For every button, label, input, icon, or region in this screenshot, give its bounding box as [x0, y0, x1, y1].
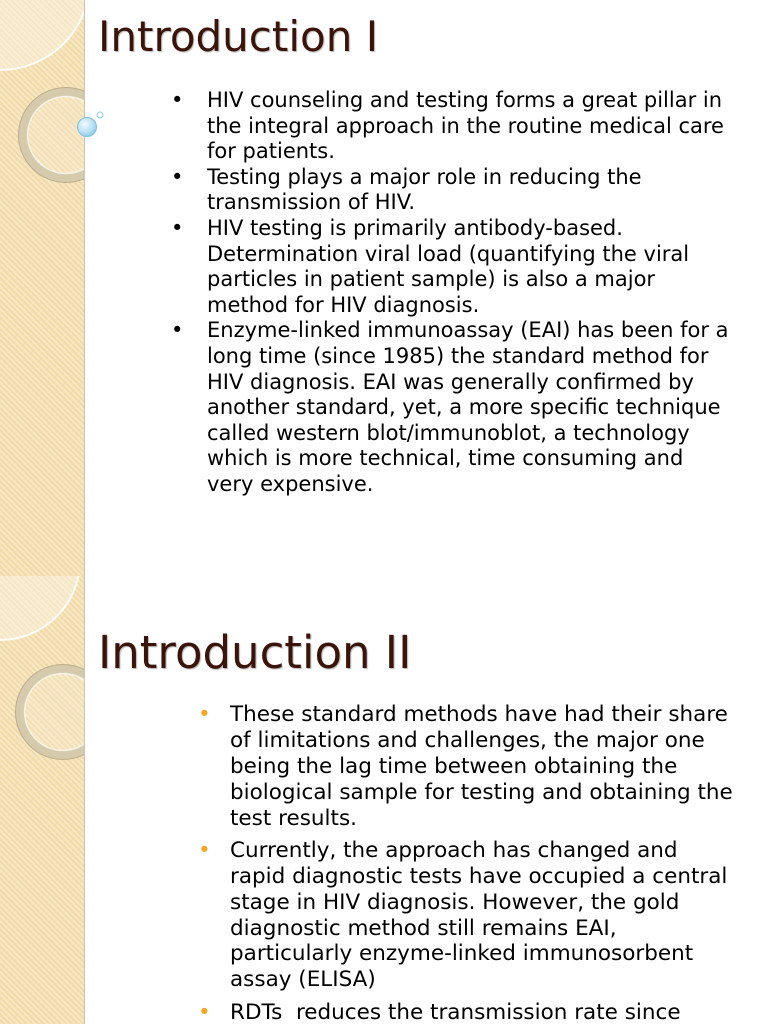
- bullet-list: [171, 88, 729, 498]
- bullet-text-line: HIV counseling and testing forms a great pillar in: [207, 88, 723, 112]
- bullet-dot-icon: •: [171, 88, 184, 112]
- bullet-text-line: test results.: [230, 805, 357, 831]
- bullet-text: [207, 318, 729, 497]
- slide-2: [0, 576, 768, 1024]
- bullet-text-line: Currently, the approach has changed and: [230, 837, 678, 863]
- slide-title: Introduction I: [98, 12, 379, 61]
- bullet-text-line: stage in HIV diagnosis. However, the gold: [230, 889, 680, 915]
- bullet-text-line: long time (since 1985) the standard method for: [207, 343, 709, 368]
- bullet-text-line: These standard methods have had their share: [230, 702, 728, 727]
- bullet-dot-icon: •: [198, 702, 211, 727]
- bullet-item: [171, 165, 693, 216]
- bullet-text-line: particularly enzyme-linked immunosorbent: [230, 941, 694, 967]
- bullet-text-line: for patients.: [207, 139, 335, 164]
- bullet-item: [171, 216, 693, 318]
- bullet-item: [198, 837, 728, 993]
- bullet-text: [230, 1000, 733, 1024]
- bullet-text-line: of limitations and challenges, the major one: [230, 727, 705, 753]
- ring-decoration: [19, 88, 114, 183]
- bullet-text-line: being the lag time between obtaining the: [230, 753, 678, 779]
- bullet-item: [198, 702, 733, 831]
- bullet-text: [230, 838, 733, 993]
- bullet-text-line: which is more technical, time consuming and: [207, 446, 684, 471]
- bullet-text-line: HIV diagnosis. EAI was generally confirmed by: [207, 369, 694, 394]
- slide-title: Introduction II: [98, 626, 412, 679]
- bullet-dot-icon: •: [198, 999, 211, 1024]
- bullet-dot-icon: •: [171, 318, 184, 343]
- bullet-text-line: transmission of HIV.: [207, 190, 416, 215]
- bullet-text-line: particles in patient sample) is also a major: [207, 267, 656, 292]
- bullet-list: [198, 702, 733, 1024]
- bullet-text: [230, 702, 733, 831]
- bullet-text-line: rapid diagnostic tests have occupied a central: [230, 863, 728, 889]
- bullet-text-line: biological sample for testing and obtaining the: [230, 779, 733, 805]
- bullet-text-line: very expensive.: [207, 471, 374, 496]
- bullet-dot-icon: •: [198, 837, 211, 863]
- bullet-text-line: Testing plays a major role in reducing the: [207, 164, 642, 189]
- bullet-text: [207, 216, 729, 318]
- bullet-dot-icon: •: [171, 215, 184, 240]
- bullet-text: [207, 88, 729, 165]
- corner-arc-decoration: [0, 576, 80, 640]
- bullet-text-line: the integral approach in the routine medical care: [207, 113, 724, 138]
- bullet-item: [171, 88, 724, 165]
- bullet-text-line: another standard, yet, a more specific technique: [207, 395, 721, 420]
- bullet-text-line: called western blot/immunoblot, a technology: [207, 420, 690, 445]
- bullet-text-line: diagnostic method still remains EAI,: [230, 915, 617, 941]
- bullet-text-line: HIV testing is primarily antibody-based.: [207, 215, 623, 240]
- bullet-item: [171, 318, 729, 497]
- bubble-decoration: [78, 118, 97, 137]
- bullet-dot-icon: •: [171, 164, 184, 189]
- small-bubble-decoration: [97, 112, 103, 118]
- ring-decoration: [16, 665, 111, 760]
- bullet-text-line: RDTs reduces the transmission rate since: [230, 999, 681, 1024]
- bullet-text-line: Enzyme-linked immunoassay (EAI) has been for a: [207, 318, 729, 343]
- bullet-text-line: method for HIV diagnosis.: [207, 292, 480, 317]
- bullet-text-line: assay (ELISA): [230, 967, 376, 993]
- corner-arc-decoration: [0, 0, 90, 70]
- bullet-text-line: Determination viral load (quantifying the viral: [207, 241, 690, 266]
- bullet-text: [207, 165, 729, 216]
- bullet-item: [198, 1000, 701, 1024]
